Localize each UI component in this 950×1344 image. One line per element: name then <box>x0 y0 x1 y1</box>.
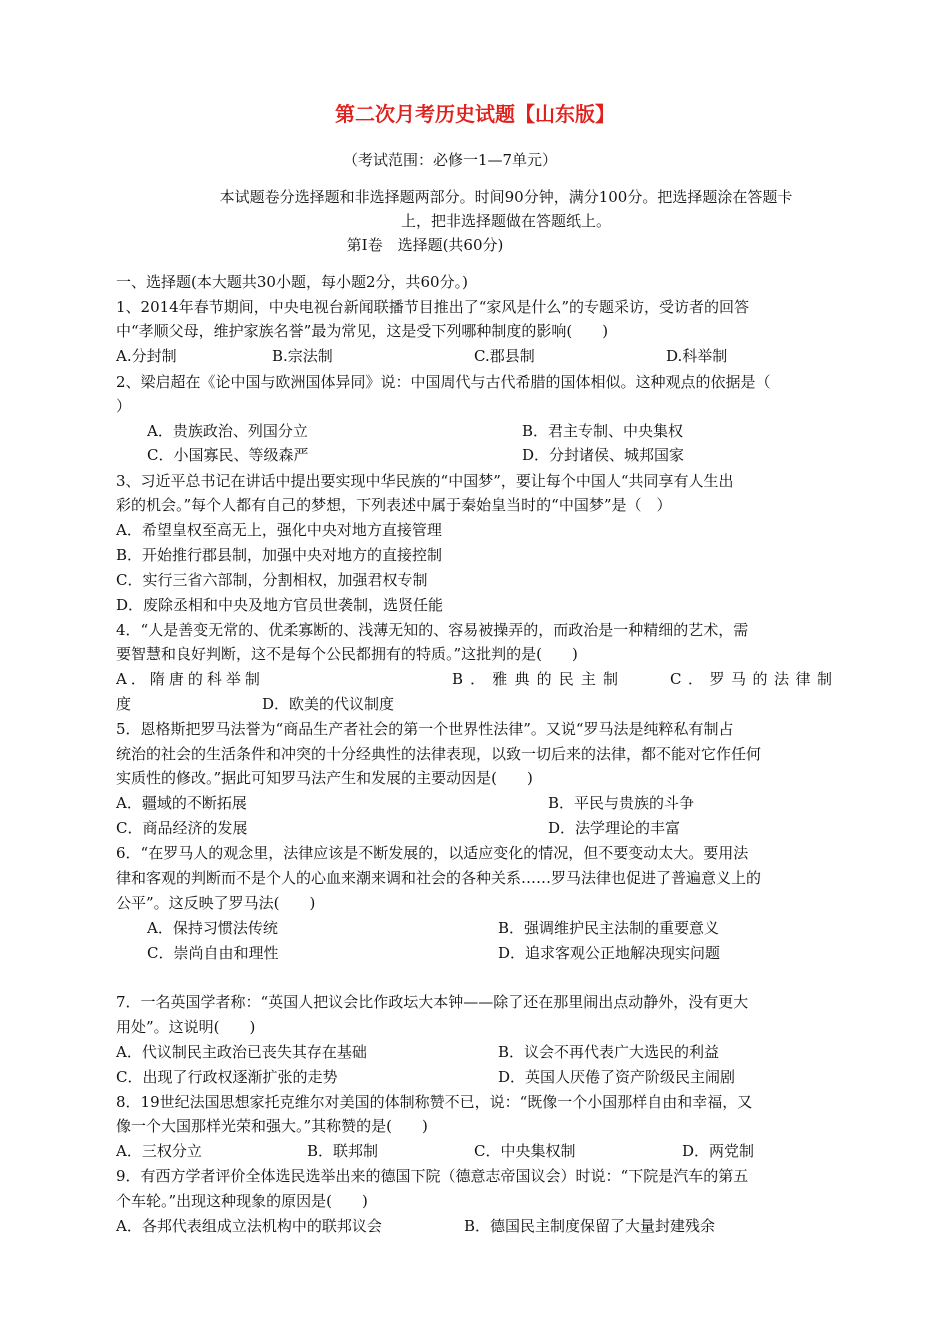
option-a[interactable]: A．各邦代表组成立法机构中的联邦议会 <box>116 1217 382 1235</box>
question-text: 7．一名英国学者称：“英国人把议会比作政坛大本钟——除了还在那里闹出点动静外，没有更大 <box>116 993 749 1011</box>
option-d[interactable]: D．英国人厌倦了资产阶级民主闹剧 <box>498 1068 736 1086</box>
question-text: 2、梁启超在《论中国与欧洲国体异同》说：中国周代与古代希腊的国体相似。这种观点的依据是（ <box>116 373 771 391</box>
part-heading: 一、选择题(本大题共30小题，每小题2分，共60分。) <box>116 273 468 291</box>
question-text: 用处”。这说明( ) <box>116 1018 256 1036</box>
option-b[interactable]: B．联邦制 <box>307 1142 379 1160</box>
question-text: 8．19世纪法国思想家托克维尔对美国的体制称赞不已，说：“既像一个小国那样自由和幸福，又 <box>116 1093 753 1111</box>
option-d[interactable]: D.科举制 <box>666 347 728 365</box>
option-c[interactable]: C．中央集权制 <box>474 1142 576 1160</box>
option-b[interactable]: B.宗法制 <box>272 347 333 365</box>
option-d[interactable]: D．欧美的代议制度 <box>262 695 395 713</box>
option-d[interactable]: D．法学理论的丰富 <box>548 819 681 837</box>
option-b[interactable]: B．开始推行郡县制，加强中央对地方的直接控制 <box>116 546 443 564</box>
question-text: 像一个大国那样光荣和强大。”其称赞的是( ) <box>116 1117 428 1135</box>
option-b[interactable]: B．平民与贵族的斗争 <box>548 794 695 812</box>
option-a[interactable]: A.分封制 <box>116 347 177 365</box>
option-d[interactable]: D．两党制 <box>682 1142 755 1160</box>
question-text: 个车轮。”出现这种现象的原因是( ) <box>116 1192 368 1210</box>
question-text: 公平”。这反映了罗马法( ) <box>116 894 316 912</box>
option-c-continued: 度 <box>116 695 132 713</box>
question-text: 1、2014年春节期间，中央电视台新闻联播节目推出了“家风是什么”的专题采访，受访者的回答 <box>116 298 750 316</box>
option-b[interactable]: B．议会不再代表广大选民的利益 <box>498 1043 720 1061</box>
option-a[interactable]: A．代议制民主政治已丧失其存在基础 <box>116 1043 367 1061</box>
question-text: 要智慧和良好判断，这不是每个公民都拥有的特质。”这批判的是( ) <box>116 645 578 663</box>
option-b[interactable]: B．君主专制、中央集权 <box>522 422 684 440</box>
question-text: 律和客观的判断而不是个人的心血来潮来调和社会的各种关系……罗马法律也促进了普遍意义上的 <box>116 869 762 887</box>
exam-scope: （考试范围：必修一1—7单元） <box>342 151 558 169</box>
option-a[interactable]: A．保持习惯法传统 <box>147 919 278 937</box>
option-a[interactable]: A．贵族政治、列国分立 <box>147 422 308 440</box>
question-text: 4．“人是善变无常的、优柔寡断的、浅薄无知的、容易被操弄的，而政治是一种精细的艺术，需 <box>116 621 749 639</box>
option-d[interactable]: D．分封诸侯、城邦国家 <box>522 446 685 464</box>
section-heading: 第Ⅰ卷 选择题(共60分) <box>346 236 504 254</box>
question-text: ） <box>116 397 132 415</box>
question-text: 5．恩格斯把罗马法誉为“商品生产者社会的第一个世界性法律”。又说“罗马法是纯粹私有制占 <box>116 720 734 738</box>
option-c[interactable]: C．商品经济的发展 <box>116 819 248 837</box>
intro-line-2: 上，把非选择题做在答题纸上。 <box>400 212 611 230</box>
option-a[interactable]: A．隋唐的科举制 <box>116 670 264 688</box>
option-d[interactable]: D．废除丞相和中央及地方官员世袭制，选贤任能 <box>116 596 444 614</box>
option-c[interactable]: C．小国寡民、等级森严 <box>147 446 309 464</box>
question-text: 彩的机会。”每个人都有自己的梦想，下列表述中属于秦始皇当时的“中国梦”是（ ） <box>116 496 672 514</box>
exam-title: 第二次月考历史试题【山东版】 <box>335 102 615 126</box>
option-c[interactable]: C．出现了行政权逐渐扩张的走势 <box>116 1068 338 1086</box>
option-a[interactable]: A．希望皇权至高无上，强化中央对地方直接管理 <box>116 521 442 539</box>
option-d[interactable]: D．追求客观公正地解决现实问题 <box>498 944 721 962</box>
question-text: 9．有西方学者评价全体选民选举出来的德国下院（德意志帝国议会）时说：“下院是汽车的第五 <box>116 1167 749 1185</box>
question-text: 中“孝顺父母，维护家族名誉”最为常见，这是受下列哪种制度的影响( ) <box>116 322 609 340</box>
question-text: 实质性的修改。”据此可知罗马法产生和发展的主要动因是( ) <box>116 769 533 787</box>
option-b[interactable]: B．德国民主制度保留了大量封建残余 <box>464 1217 716 1235</box>
option-a[interactable]: A．疆域的不断拓展 <box>116 794 247 812</box>
question-text: 3、习近平总书记在讲话中提出要实现中华民族的“中国梦”，要让每个中国人“共同享有人生出 <box>116 472 734 490</box>
option-c[interactable]: C．崇尚自由和理性 <box>147 944 279 962</box>
option-b[interactable]: B．强调维护民主法制的重要意义 <box>498 919 720 937</box>
option-c[interactable]: C.郡县制 <box>474 347 535 365</box>
question-text: 6．“在罗马人的观念里，法律应该是不断发展的，以适应变化的情况，但不要变动太大。要用法 <box>116 844 749 862</box>
intro-line-1: 本试题卷分选择题和非选择题两部分。时间90分钟，满分100分。把选择题涂在答题卡 <box>219 188 793 206</box>
option-a[interactable]: A．三权分立 <box>116 1142 202 1160</box>
option-b[interactable]: B．雅典的民主制 <box>452 670 622 688</box>
option-c[interactable]: C．罗马的法律制 <box>670 670 836 688</box>
option-c[interactable]: C．实行三省六部制，分割相权，加强君权专制 <box>116 571 428 589</box>
question-text: 统治的社会的生活条件和冲突的十分经典性的法律表现，以致一切后来的法律，都不能对它作任何 <box>116 745 762 763</box>
